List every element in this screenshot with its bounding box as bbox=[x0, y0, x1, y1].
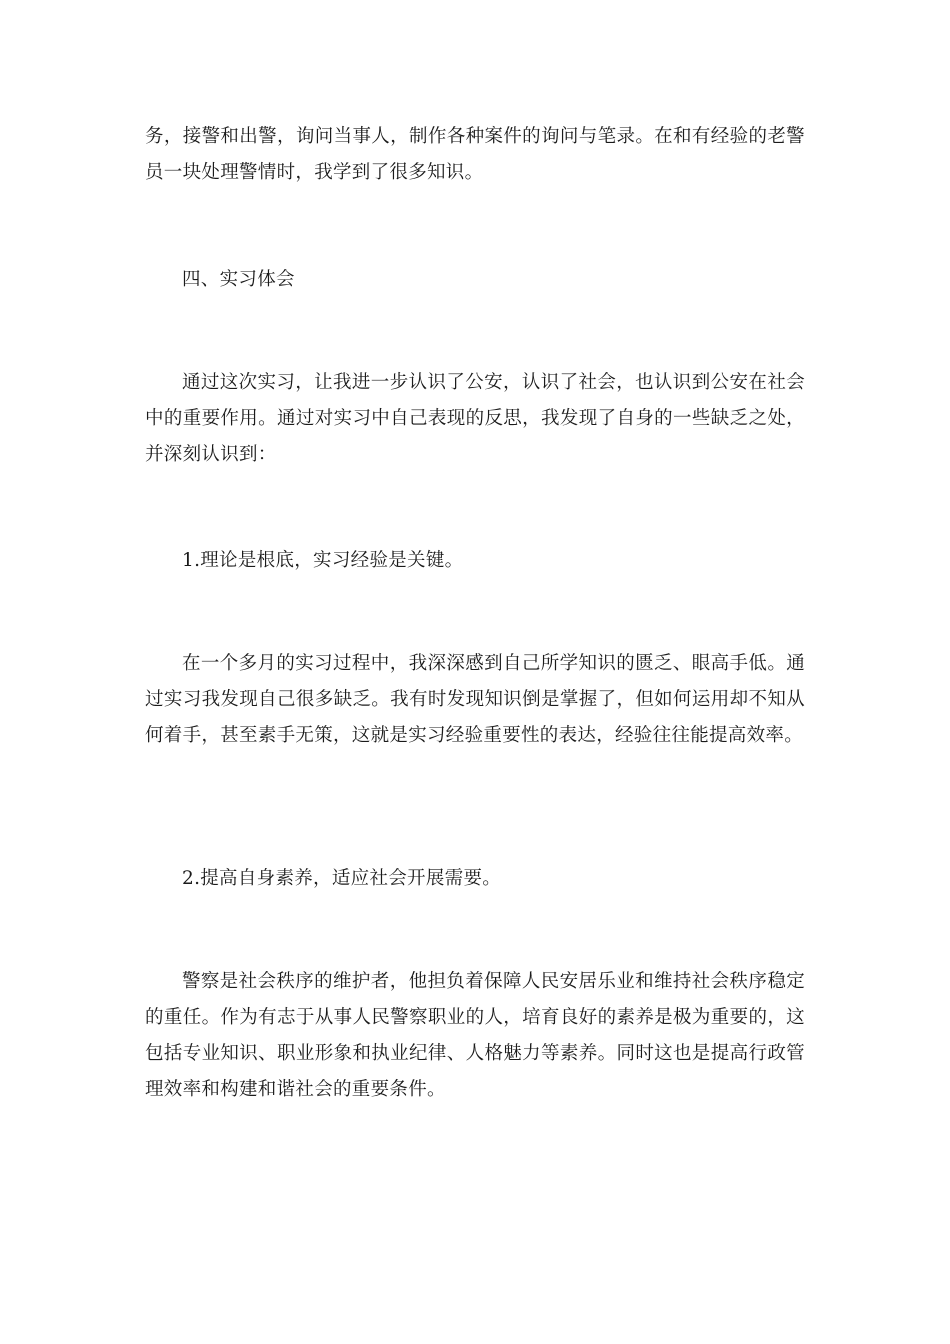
quality-paragraph: 警察是社会秩序的维护者，他担负着保障人民安居乐业和维持社会秩序稳定的重任。作为有志于从事人民警察职业的人，培育良好的素养是极为重要的，这包括专业知识、职业形象和执业纪律、人格魅力等素养。同时这也是提高行政管理效率和构建和谐社会的重要条件。 bbox=[145, 971, 805, 1100]
theory-paragraph: 在一个多月的实习过程中，我深深感到自己所学知识的匮乏、眼高手低。通过实习我发现自己很多缺乏。我有时发现知识倒是掌握了，但如何运用却不知从何着手，甚至素手无策，这就是实习经验重要性的表达，经验往往能提高效率。 bbox=[145, 653, 805, 746]
experience-paragraph: 通过这次实习，让我进一步认识了公安，认识了社会，也认识到公安在社会中的重要作用。通过对实习中自己表现的反思，我发现了自身的一些缺乏之处，并深刻认识到： bbox=[145, 372, 805, 465]
intro-paragraph: 务，接警和出警，询问当事人，制作各种案件的询问与笔录。在和有经验的老警员一块处理警情时，我学到了很多知识。 bbox=[145, 126, 805, 183]
point-heading-theory: 1.理论是根底，实习经验是关键。 bbox=[182, 550, 464, 571]
point-heading-quality: 2.提高自身素养，适应社会开展需要。 bbox=[182, 868, 502, 889]
section-heading-experience: 四、实习体会 bbox=[182, 269, 295, 290]
